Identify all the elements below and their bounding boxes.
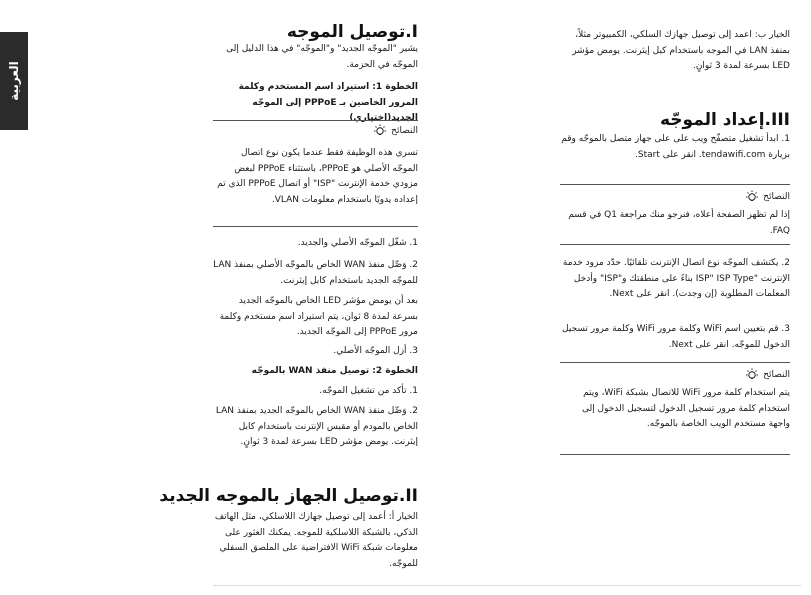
section-1-heading: I.توصيل الموجه xyxy=(286,22,418,42)
divider xyxy=(560,184,790,185)
divider xyxy=(560,244,790,245)
option-a-text: الخيار أ: أعمد إلى توصيل جهازك اللاسلكي، مثل الهاتف الذكي، بالشبكة اللاسلكية للموجه. يمكنك العثور على معلومات شبكة WiFi الافتراضية على الملصق السفلي للموجّه. xyxy=(214,512,418,569)
tip-label: النصائح xyxy=(391,126,418,136)
tip-3-text: يتم استخدام كلمة مرور WiFi للاتصال بشبكة WiFi، ويتم استخدام كلمة مرور تسجيل الدخول لتسجيل الدخول إلى واجهة مستخدم الويب الخاصة بالموجّه. xyxy=(581,388,790,429)
divider xyxy=(213,226,418,227)
step-2-heading: الخطوة 2: توصيل منفذ WAN بالموجّه xyxy=(251,366,418,376)
tip-label: النصائح xyxy=(763,192,790,202)
tip-2-text: إذا لم تظهر الصفحة أعلاه، فنرجو منك مراجعة Q1 في قسم FAQ. xyxy=(568,210,790,236)
s1-step-3: 3. أزل الموجّه الأصلي. xyxy=(333,346,418,356)
s2-step-1: 1. تأكد من تشغيل الموجّه. xyxy=(319,386,418,396)
section-3-heading: III.إعداد الموجّه xyxy=(659,110,790,130)
language-tab xyxy=(0,32,28,130)
language-tab-label: العربية xyxy=(7,61,22,101)
s2-step-2: 2. وَصِّل منفذ WAN الخاص بالموجّه الجديد بمنفذ LAN الخاص بالمودم أو مقبس الإنترنت باستخدام كابل إيثرنت. يومض مؤشر LED بسرعة لمدة 3 ثوانٍ. xyxy=(215,406,418,447)
option-b-text: الخيار ب: اعمد إلى توصيل جهازك السلكي، الكمبيوتر مثلاً، بمنفذ LAN في الموجه باستخدام كبل إيثرنت. يومض مؤشر LED بسرعة لمدة 3 ثوانٍ. xyxy=(572,30,790,71)
s3-step-3: 3. قم بتعيين اسم WiFi وكلمة مرور WiFi وكلمة مرور تسجيل الدخول للموجّه. انقر على Next. xyxy=(562,324,790,350)
s1-step-2: 2. وَصِّل منفذ WAN الخاص بالموجّه الأصلي بمنفذ LAN للموجّه الجديد باستخدام كابل إيثرنت. xyxy=(213,260,418,286)
page-bottom-rule xyxy=(213,585,801,586)
tip-header xyxy=(745,368,790,382)
divider xyxy=(213,120,418,121)
step-1-heading: الخطوة 1: استيراد اسم المستخدم وكلمة المرور الخاصين بـ PPPoE إلى الموجّه الجديد(اختياري) xyxy=(238,82,418,123)
s1-after-note: بعد أن يومض مؤشر LED الخاص بالموجّه الجديد بسرعة لمدة 8 ثوان، يتم استيراد اسم مستخدم وكلمة مرور PPPoE إلى الموجّه الجديد. xyxy=(219,296,418,337)
tip-header xyxy=(373,124,418,138)
s3-step-2: 2. يكتشف الموجّه نوع اتصال الإنترنت تلقائيًا. حدّد مزود خدمة الإنترنت "ISP" ISP Type بناءً على منطقتك و"ISP" وأدخل المعلمات المطلوبة (إن وجدت). انقر على Next. xyxy=(562,258,790,299)
tip-header xyxy=(745,190,790,204)
section-1-intro: يشير "الموجّه الجديد" و"الموجّه" في هذا الدليل إلى الموجّه في الحزمة. xyxy=(226,44,418,70)
section-2-heading: II.توصيل الجهاز بالموجه الجديد xyxy=(159,486,418,506)
lightbulb-icon xyxy=(745,368,759,382)
divider xyxy=(560,362,790,363)
tip-1-text: تسري هذه الوظيفة فقط عندما يكون نوع اتصال الموجّه الأصلي هو PPPoE، باستثناء PPPoE لبعض مزودي خدمة الإنترنت "ISP" أو اتصال PPPoE الذي تم إعداده يدويًا باستخدام معلومات VLAN. xyxy=(217,148,418,205)
s3-step-1: 1. ابدأ تشغيل متصفّح ويب على على جهاز متصل بالموجّه وقم بزيارة tendawifi.com. انقر على Start. xyxy=(561,134,790,160)
divider xyxy=(560,454,790,455)
s1-step-1: 1. شغّل الموجّه الأصلي والجديد. xyxy=(297,238,418,248)
tip-label: النصائح xyxy=(763,370,790,380)
lightbulb-icon xyxy=(745,190,759,204)
lightbulb-icon xyxy=(373,124,387,138)
